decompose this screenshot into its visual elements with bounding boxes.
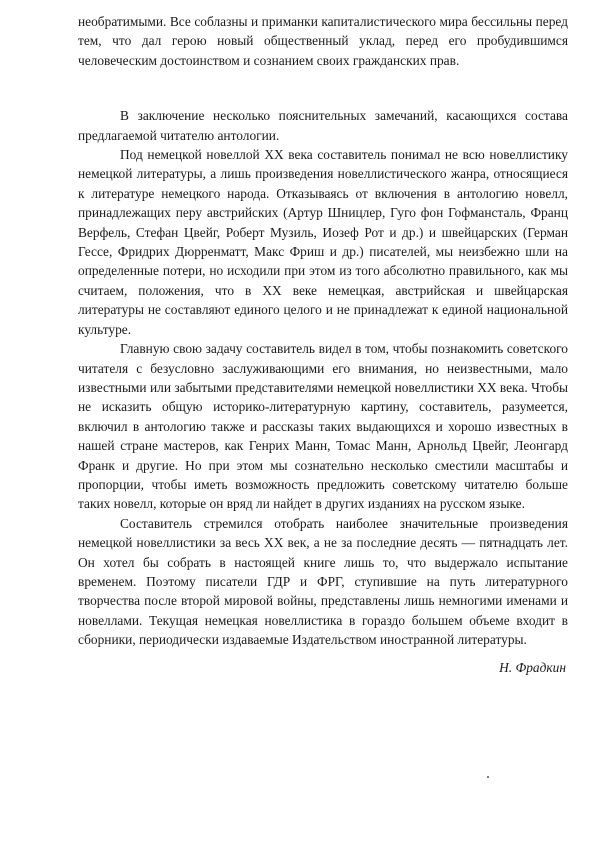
paragraph-selection: Составитель стремился отобрать наиболее значительные произведения немецкой новеллистики за весь XX век, а не за последние десять — пятнадцать лет. Он хотел бы собрать в настоящей книге лишь то, что выдержало испытание временем. Поэтому писатели ГДР и ФРГ, ступившие на путь литературного творчества после второй мировой войны, представлены лишь немногими именами и новеллами. Текущая немецкая новеллистика в гораздо большем объеме входит в сборники, периодически издаваемые Издательством иностранной литературы. — [78, 515, 568, 648]
author-signature: Н. Фрадкин — [499, 659, 566, 675]
paragraph-continuation: необратимыми. Все соблазны и приманки капиталистического мира бессильны перед тем, что дал герою новый общественный уклад, перед его пробудившимся человеческим достоинством и сознанием своих гражданских прав. — [78, 14, 568, 68]
print-speck — [487, 776, 489, 778]
page-body — [78, 12, 568, 677]
paragraph-task: Главную свою задачу составитель видел в том, чтобы познакомить советского читателя с безусловно заслуживающими его внимания, но неизвестными, мало известными или забытыми представителями немецкой новеллистики XX века. Чтобы не исказить общую историко-литературную картину, составитель, разумеется, включил в антологию также и рассказы таких выдающихся и хорошо известных в нашей стране мастеров, как Генрих Манн, Томас Манн, Арнольд Цвейг, Леонгард Франк и другие. Но при этом мы сознательно несколько сместили масштабы и пропорции, чтобы иметь возможность предложить советскому читателю больше таких новелл, которые он вряд ли найдет в других изданиях на русском языке. — [78, 341, 568, 512]
section-gap — [78, 70, 568, 106]
paragraph-scope: Под немецкой новеллой XX века составитель понимал не всю новеллистику немецкой литературы, а лишь произведения новеллистического жанра, относящиеся к литературе немецкого народа. Отказываясь от включения в антологию новелл, принадлежащих перу австрийских (Артур Шницлер, Гуго фон Гофмансталь, Франц Верфель, Стефан Цвейг, Роберт Музиль, Иозеф Рот и др.) и швейцарских (Герман Гессе, Фридрих Дюрренматт, Макс Фриш и др.) писателей, мы неизбежно шли на определенные потери, но исходили при этом из того абсолютно правильного, как мы считаем, положения, что в XX веке немецкая, австрийская и швейцарская литературы не составляют единого целого и не принадлежат к единой национальной культуре. — [78, 147, 568, 337]
paragraph-intro: В заключение несколько пояснительных замечаний, касающихся состава предлагаемой читателю антологии. — [78, 108, 568, 143]
